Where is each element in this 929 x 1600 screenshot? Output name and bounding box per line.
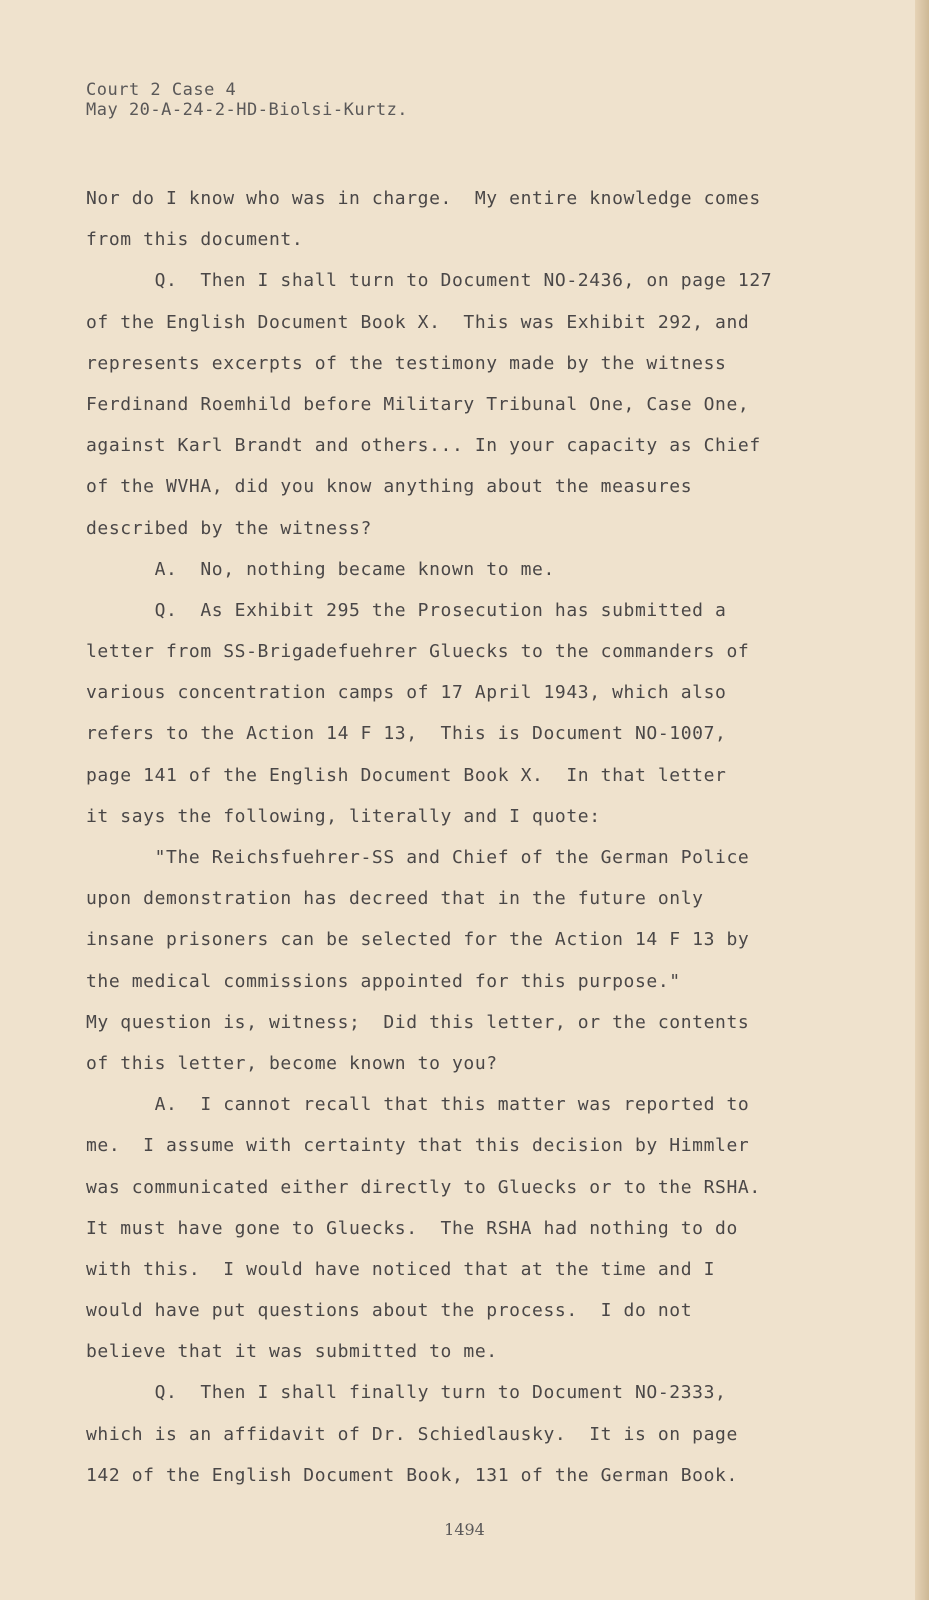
header-court-case: Court 2 Case 4 bbox=[86, 80, 237, 100]
transcript-line: me. I assume with certainty that this decision by Himmler bbox=[86, 1135, 750, 1157]
transcript-line: It must have gone to Gluecks. The RSHA had nothing to do bbox=[86, 1217, 738, 1239]
transcript-body bbox=[86, 178, 826, 1496]
transcript-line: would have put questions about the process. I do not bbox=[86, 1300, 693, 1322]
transcript-line: which is an affidavit of Dr. Schiedlausky. It is on page bbox=[86, 1423, 738, 1445]
page-number: 1494 bbox=[444, 1520, 485, 1539]
transcript-line: Q. As Exhibit 295 the Prosecution has submitted a bbox=[86, 599, 727, 621]
transcript-line: insane prisoners can be selected for the Action 14 F 13 by bbox=[86, 929, 750, 951]
transcript-line: described by the witness? bbox=[86, 517, 372, 539]
transcript-line: Nor do I know who was in charge. My entire knowledge comes bbox=[86, 188, 761, 209]
transcript-line: upon demonstration has decreed that in the future only bbox=[86, 888, 704, 910]
transcript-line: with this. I would have noticed that at the time and I bbox=[86, 1258, 716, 1280]
transcript-line: A. I cannot recall that this matter was reported to bbox=[86, 1094, 750, 1116]
page-edge bbox=[915, 0, 929, 1600]
transcript-line: "The Reichsfuehrer-SS and Chief of the German Police bbox=[86, 847, 750, 868]
header-session-id: May 20-A-24-2-HD-Biolsi-Kurtz. bbox=[86, 100, 409, 120]
transcript-line: various concentration camps of 17 April 1943, which also bbox=[86, 682, 727, 704]
transcript-line: the medical commissions appointed for this purpose." bbox=[86, 970, 681, 992]
transcript-line: from this document. bbox=[86, 229, 304, 251]
transcript-line: Ferdinand Roemhild before Military Tribunal One, Case One, bbox=[86, 393, 750, 415]
transcript-line: page 141 of the English Document Book X. In that letter bbox=[86, 764, 727, 786]
transcript-line: 142 of the English Document Book, 131 of the German Book. bbox=[86, 1464, 738, 1486]
transcript-line: refers to the Action 14 F 13, This is Document NO-1007, bbox=[86, 723, 727, 745]
transcript-line: it says the following, literally and I quote: bbox=[86, 805, 601, 827]
transcript-line: My question is, witness; Did this letter, or the contents bbox=[86, 1011, 750, 1033]
transcript-line: against Karl Brandt and others... In your capacity as Chief bbox=[86, 435, 761, 457]
transcript-line: Q. Then I shall finally turn to Document NO-2333, bbox=[86, 1382, 727, 1404]
transcript-line: Q. Then I shall turn to Document NO-2436, on page 127 bbox=[86, 270, 773, 292]
transcript-line: of this letter, become known to you? bbox=[86, 1052, 498, 1074]
transcript-line: represents excerpts of the testimony made by the witness bbox=[86, 352, 727, 374]
transcript-line: letter from SS-Brigadefuehrer Gluecks to the commanders of bbox=[86, 641, 750, 663]
transcript-line: A. No, nothing became known to me. bbox=[86, 558, 555, 580]
transcript-line: was communicated either directly to Gluecks or to the RSHA. bbox=[86, 1176, 761, 1198]
transcript-line: of the English Document Book X. This was Exhibit 292, and bbox=[86, 311, 750, 333]
transcript-line: believe that it was submitted to me. bbox=[86, 1341, 498, 1363]
transcript-line: of the WVHA, did you know anything about the measures bbox=[86, 476, 693, 498]
case-header bbox=[86, 80, 408, 120]
